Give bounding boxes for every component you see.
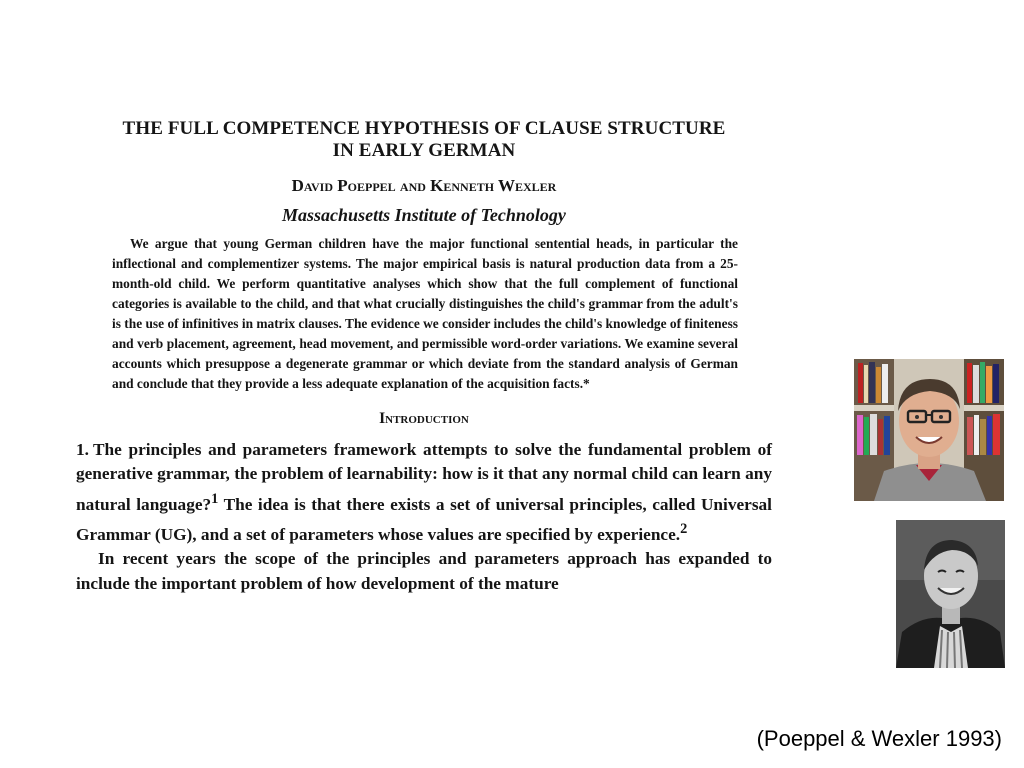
footnote-marker-1: 1 <box>211 490 219 507</box>
body-paragraph-2: In recent years the scope of the principles and parameters approach has expanded to include the important problem of how development of the mature <box>76 549 772 593</box>
photo-poeppel-image <box>854 359 1004 501</box>
paper-authors: David Poeppel and Kenneth Wexler <box>291 176 557 195</box>
body-paragraph-1 <box>76 438 772 547</box>
paper-abstract: We argue that young German children have the major functional sentential heads, in particular the inflectional and complementizer systems. The major empirical basis is natural production data from a 25-month-old child. We perform quantitative analyses which show that the full complement of functional categories is available to the child, and that what crucially distinguishes the child's grammar from the adult's is the use of infinitives in matrix clauses. The evidence we consider includes the child's knowledge of finiteness and verb placement, agreement, head movement, and permissible word-order variations. We examine several accounts which presuppose a degenerate grammar or which deviate from the standard analysis of German and conclude that they provide a less adequate explanation of the acquisition facts.* <box>112 236 738 391</box>
paragraph-number: 1. <box>76 440 89 459</box>
citation-caption: (Poeppel & Wexler 1993) <box>756 726 1002 751</box>
paragraph-1-text-b: The idea is that there exists a set of universal principles, called Universal Grammar (UG), and a set of parameters whose values are specified by experience. <box>76 494 772 544</box>
photo-wexler <box>896 520 1005 668</box>
paper-title-line-1: THE FULL COMPETENCE HYPOTHESIS OF CLAUSE STRUCTURE <box>122 118 726 139</box>
paper-affiliation: Massachusetts Institute of Technology <box>282 205 566 225</box>
photo-wexler-image <box>896 520 1005 668</box>
photo-poeppel <box>854 359 1004 501</box>
paper-title-line-2: IN EARLY GERMAN <box>332 140 516 161</box>
paragraph-1-text-a: The principles and parameters framework attempts to solve the fundamental problem of generative grammar, the problem of learnability: how is it that any normal child can learn any natural language? <box>76 440 773 514</box>
footnote-marker-2: 2 <box>680 520 688 537</box>
section-heading-introduction: Introduction <box>379 410 469 427</box>
paper-excerpt <box>70 118 778 596</box>
paper-title <box>70 118 778 162</box>
